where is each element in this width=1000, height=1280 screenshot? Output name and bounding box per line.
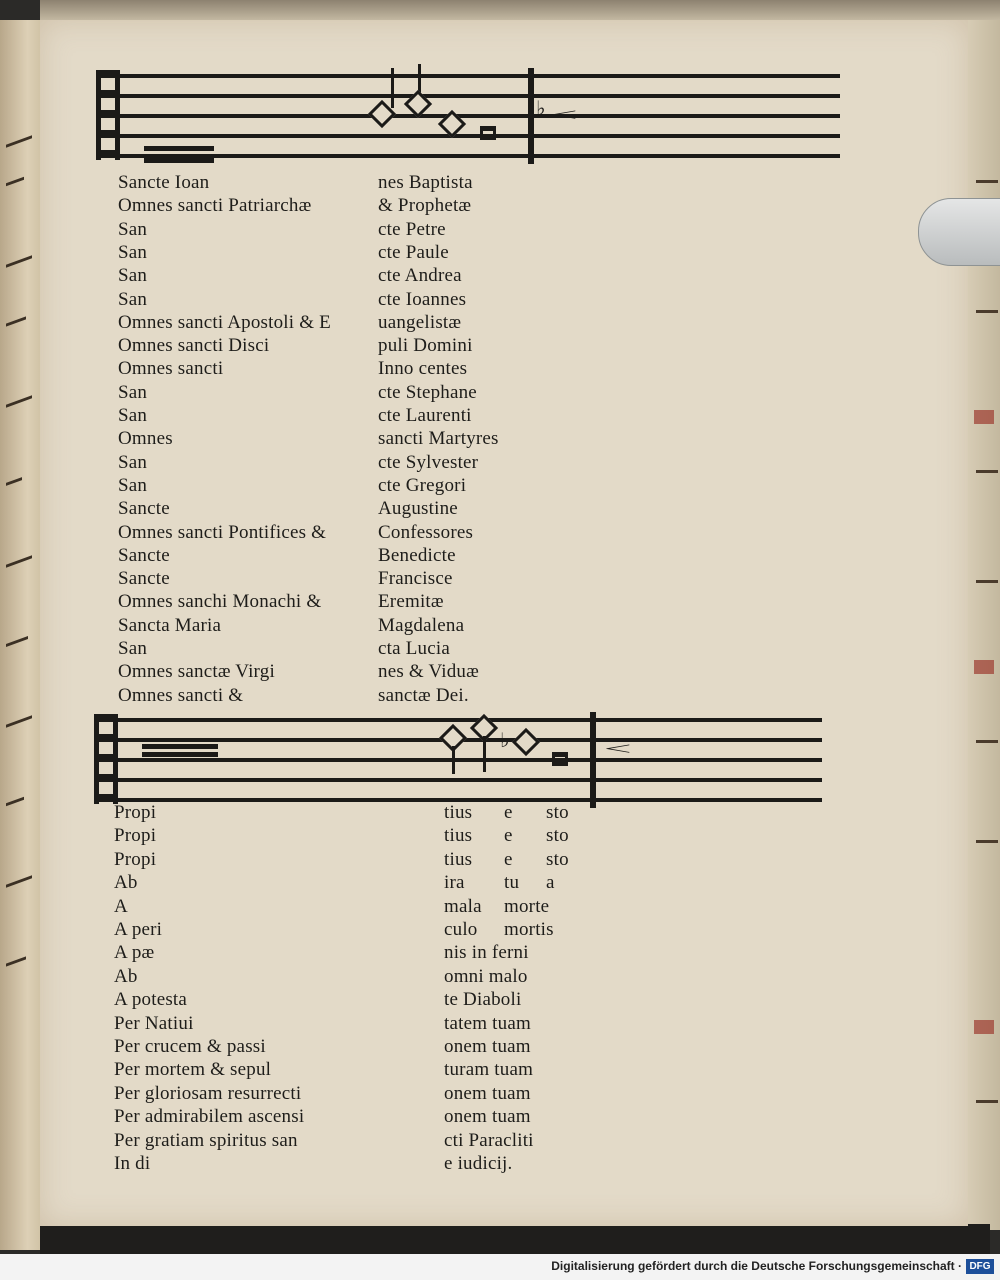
litany-line-col2: onem tuam (444, 1106, 531, 1128)
litany-line-col1: Sancte (118, 498, 170, 520)
litany-line-col1: Per crucem & passi (114, 1036, 266, 1057)
litany-line-col2: puli Domini (378, 335, 473, 357)
litany-line-col1: A (114, 895, 128, 917)
litany-line-col1: San (118, 288, 148, 310)
litany-line-col2: Augustine (378, 498, 458, 520)
book-top-edge (40, 0, 1000, 22)
litany-line-col4: sto (546, 848, 569, 870)
litany-line-col1: San (118, 405, 148, 426)
litany-line-col1: San (118, 638, 148, 659)
litany-line-col4: a (546, 872, 555, 894)
note-semibreve (512, 728, 540, 756)
litany-line-col1: Per gloriosam resurrecti (114, 1082, 302, 1104)
litany-line-col2: Francisce (378, 568, 453, 590)
scanner-background (40, 1224, 990, 1254)
litany-line-col2: tius (444, 848, 473, 870)
music-staff-2 (94, 718, 822, 803)
litany-line-col1: Omnes sancti Disci (118, 335, 270, 357)
litany-line-col1: Omnes sancti (118, 358, 224, 380)
litany-line-col2: cti Paracliti (444, 1129, 534, 1151)
litany-line-col2: cte Gregori (378, 474, 467, 496)
litany-line-col3: e (504, 848, 513, 870)
litany-line-col2: nes & Viduæ (378, 661, 479, 683)
litany-line-col4: sto (546, 802, 569, 823)
litany-line-col1: Omnes sancti Patriarchæ (118, 195, 312, 217)
note-breve (480, 126, 496, 140)
printed-page (40, 20, 968, 1226)
litany-line-col2: Benedicte (378, 544, 456, 566)
litany-line-col1: In di (114, 1153, 151, 1174)
litany-line-col1: Omnes (118, 428, 173, 450)
litany-line-col2: cte Sylvester (378, 451, 479, 473)
litany-line-col2: cte Ioannes (378, 288, 467, 310)
litany-line-col2: mala (444, 895, 482, 917)
litany-line-col2: tius (444, 825, 473, 847)
litany-line-col1: San (118, 218, 148, 240)
footer-bar (0, 1254, 1000, 1280)
litany-line-col2: nis in ferni (444, 942, 529, 964)
note-breve (552, 752, 568, 766)
litany-line-col1: Per mortem & sepul (114, 1059, 272, 1081)
litany-line-col2: nes Baptista (378, 172, 473, 193)
litany-line-col2: cte Stephane (378, 381, 477, 403)
litany-line-col2: turam tuam (444, 1059, 534, 1081)
litany-line-col1: Omnes sancti Apostoli & E (118, 311, 331, 333)
litany-line-col2: & Prophetæ (378, 195, 472, 217)
litany-line-col1: Per admirabilem ascensi (114, 1106, 305, 1128)
litany-line-col2: tatem tuam (444, 1012, 531, 1034)
litany-line-col2: Eremitæ (378, 591, 444, 613)
litany-line-col1: San (118, 265, 148, 287)
music-staff-1 (96, 74, 840, 159)
litany-line-col4: sto (546, 825, 569, 847)
litany-line-col1: San (118, 381, 148, 403)
litany-line-col2: onem tuam (444, 1082, 531, 1104)
litany-line-col3: tu (504, 872, 520, 894)
litany-line-col2: onem tuam (444, 1036, 531, 1057)
litany-line-col1: A peri (114, 919, 163, 940)
litany-line-col2: sancti Martyres (378, 428, 499, 450)
litany-line-col1: Omnes sancti Pontifices & (118, 521, 327, 543)
barline (590, 712, 596, 808)
litany-line-col2: ira (444, 872, 465, 894)
custos-icon: 𝆒 (552, 104, 577, 123)
litany-line-col3: e (504, 825, 513, 847)
flat-sign: ♭ (500, 728, 510, 752)
ligature (142, 752, 218, 757)
litany-line-col2: e iudicij. (444, 1153, 513, 1174)
litany-line-col1: Sancta Maria (118, 614, 222, 636)
litany-line-col1: Propi (114, 825, 157, 847)
litany-line-col2: uangelistæ (378, 311, 462, 333)
litany-line-col2: te Diaboli (444, 989, 522, 1011)
litany-line-col1: A pæ (114, 942, 155, 964)
litany-line-col2: sanctæ Dei. (378, 684, 469, 706)
custos-icon: 𝆒 (606, 738, 631, 757)
litany-line-col3: morte (504, 895, 550, 917)
litany-line-col2: Inno centes (378, 358, 468, 380)
litany-line-col1: Omnes sancti & (118, 684, 244, 706)
page-clip (918, 198, 1000, 266)
litany-line-col2: culo (444, 919, 478, 940)
litany-line-col1: Omnes sanctæ Virgi (118, 661, 275, 683)
litany-line-col2: tius (444, 802, 473, 823)
litany-line-col2: cte Petre (378, 218, 446, 240)
litany-line-col2: cte Andrea (378, 265, 462, 287)
litany-line-col1: Propi (114, 848, 157, 870)
litany-line-col2: omni malo (444, 965, 528, 987)
litany-line-col1: Ab (114, 872, 138, 894)
litany-line-col3: e (504, 802, 513, 823)
footer-credit: Digitalisierung gefördert durch die Deutsche Forschungsgemeinschaft · (551, 1259, 962, 1273)
ligature (144, 146, 214, 151)
ligature (142, 744, 218, 749)
litany-line-col1: Per Natiui (114, 1012, 194, 1034)
litany-line-col3: mortis (504, 919, 554, 940)
litany-line-col1: Sancte (118, 568, 170, 590)
litany-line-col1: Ab (114, 965, 138, 987)
litany-line-col1: Sancte Ioan (118, 172, 210, 193)
litany-line-col1: San (118, 474, 148, 496)
litany-line-col2: Magdalena (378, 614, 465, 636)
litany-line-col1: Per gratiam spiritus san (114, 1129, 298, 1151)
litany-line-col2: Confessores (378, 521, 474, 543)
litany-line-col1: San (118, 241, 148, 263)
dfg-logo: DFG (966, 1259, 994, 1274)
flat-sign: ♭ (536, 96, 546, 120)
litany-line-col2: cte Paule (378, 241, 449, 263)
litany-line-col1: Omnes sanchi Monachi & (118, 591, 322, 613)
litany-line-col1: Sancte (118, 544, 170, 566)
litany-line-col2: cte Laurenti (378, 405, 472, 426)
litany-line-col1: A potesta (114, 989, 188, 1011)
litany-line-col1: San (118, 451, 148, 473)
litany-line-col2: cta Lucia (378, 638, 450, 659)
ligature (144, 158, 214, 163)
litany-line-col1: Propi (114, 802, 157, 823)
barline (528, 68, 534, 164)
